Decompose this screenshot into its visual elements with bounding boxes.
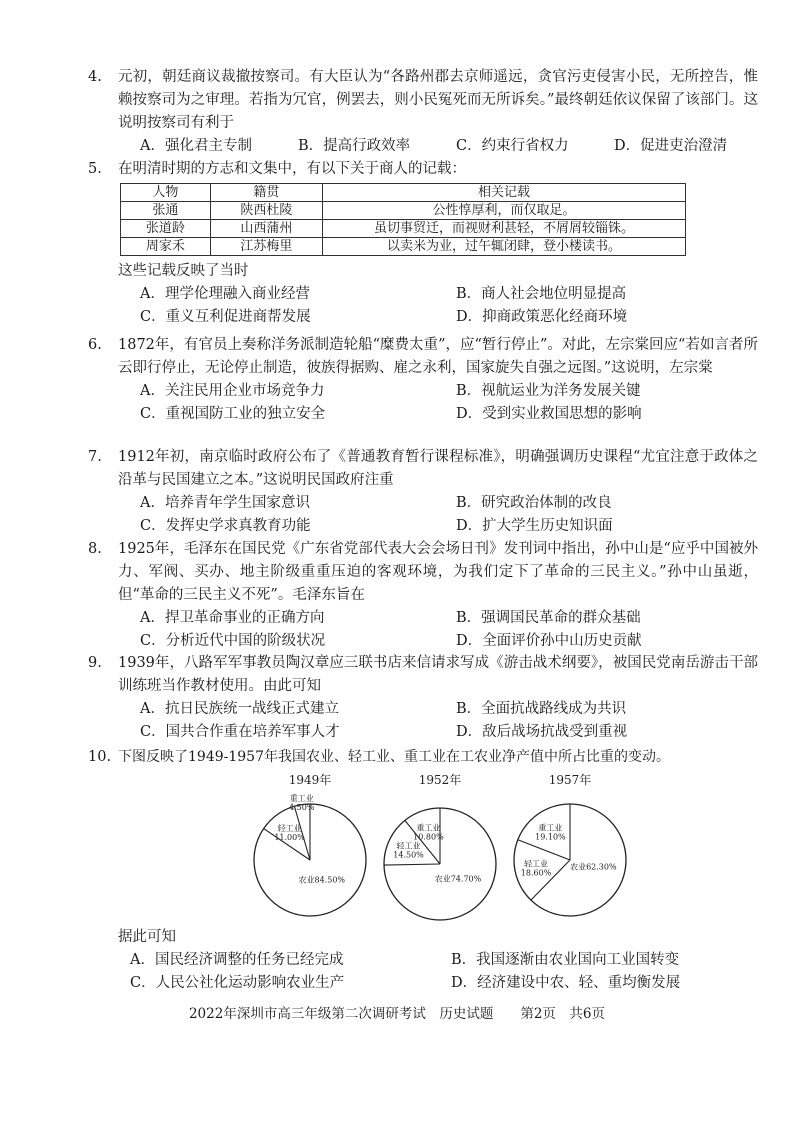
pie-slice-label: 农业84.50%: [298, 875, 346, 885]
option-c: C．约束行省权力: [456, 138, 569, 154]
question-number: 5.: [88, 161, 102, 177]
question-number: 7.: [88, 449, 102, 465]
options: [140, 135, 758, 158]
option-c: C．人民公社化运动影响农业生产: [130, 975, 345, 991]
option-a: A．培养青年学生国家意识: [140, 495, 310, 511]
question-number: 6.: [88, 337, 102, 353]
option-c: C．国共合作重在培养军事人才: [140, 724, 340, 740]
pie-slice-label: [289, 793, 315, 812]
option-d: D．扩大学生历史知识面: [456, 518, 613, 534]
question-stem-continued: 这些记载反映了当时: [118, 263, 249, 279]
option-d: D．抑商政策恶化经商环境: [456, 309, 628, 325]
table-cell: 虽切事贸迁，而视财利甚轻，不屑屑较锱铢。: [323, 220, 686, 238]
question-stem: 在明清时期的方志和文集中，有以下关于商人的记载：: [118, 161, 466, 177]
options: [140, 380, 758, 426]
option-b: B．我国逐渐由农业国向工业国转变: [451, 952, 680, 968]
pie-slice-label-name: 轻工业: [277, 823, 302, 833]
option-b: B．视航运业为洋务发展关键: [456, 383, 641, 399]
question-stem: 1872年，有官员上奏称洋务派制造轮船“糜费太重”，应“暂行停止”。对此，左宗棠回应“若如言者所云即行停止，无论停止制造，彼族得据购、雇之永利，国家旋失自强之远图。”这说明，左宗棠: [118, 337, 758, 376]
pie-slice-label-name: 重工业: [416, 823, 441, 833]
table-header: 相关记载: [323, 184, 686, 202]
option-d: D．经济建设中农、轻、重均衡发展: [451, 975, 681, 991]
question-stem: 1925年，毛泽东在国民党《广东省党部代表大会会场日刊》发刊词中指出，孙中山是“应乎中国被外力、军阀、买办、地主阶级重重压迫的客观环境，为我们定下了革命的三民主义。”孙中山虽逝，但“革命的三民主义不死”。毛泽东旨在: [118, 541, 758, 603]
pie-slice-label-value: 11.00%: [274, 832, 305, 842]
question-number: 4.: [88, 69, 102, 85]
option-a: A．关注民用企业市场竞争力: [140, 383, 325, 399]
option-b: B．全面抗战路线成为共识: [456, 701, 627, 717]
question-5: [88, 158, 758, 329]
pie-slice-label: 农业74.70%: [434, 874, 482, 884]
table-cell: 山西蒲州: [210, 220, 322, 238]
option-b: B．提高行政效率: [298, 138, 411, 154]
options: [140, 698, 758, 744]
pie-slice-label: [521, 858, 552, 877]
pie-slice-label-name: 轻工业: [396, 841, 421, 851]
pie-slice-label: [274, 823, 305, 842]
options: [140, 607, 758, 653]
option-a: A．理学伦理融入商业经营: [140, 286, 310, 302]
pie-slice-label-name: 重工业: [289, 793, 314, 803]
option-d: D．敌后战场抗战受到重视: [456, 724, 628, 740]
table-cell: 江苏梅里: [210, 238, 322, 256]
option-a: A．强化君主专制: [140, 138, 252, 154]
options: [130, 949, 758, 995]
question-10: [88, 746, 758, 769]
option-b: B．商人社会地位明显提高: [456, 286, 627, 302]
table-header: 人物: [121, 184, 211, 202]
options: [140, 283, 758, 329]
pie-slice-label-value: 14.50%: [393, 850, 424, 860]
option-a: A．捍卫革命事业的正确方向: [140, 610, 325, 626]
pie-slice-label: [535, 822, 566, 841]
chart-title: 1949年: [288, 773, 332, 787]
pie-charts: [250, 772, 710, 922]
table-header: 籍贯: [210, 184, 322, 202]
question-6: [88, 334, 758, 426]
option-a: A．抗日民族统一战线正式建立: [140, 701, 339, 717]
question-9: [88, 652, 758, 744]
page-footer: 2022年深圳市高三年级第二次调研考试 历史试题 第2页 共6页: [188, 1006, 606, 1022]
question-number: 9.: [88, 655, 102, 671]
question-stem: 下图反映了1949-1957年我国农业、轻工业、重工业在工农业净产值中所占比重的变动。: [118, 749, 670, 765]
table-cell: 张通: [121, 202, 211, 220]
pie-slice-label: [393, 840, 424, 859]
question-stem: 1939年，八路军军事教员陶汉章应三联书店来信请求写成《游击战术纲要》，被国民党南岳游击干部训练班当作教材使用。由此可知: [118, 655, 758, 694]
table-row: [121, 220, 686, 238]
question-4: [88, 66, 758, 158]
question-number: 8.: [88, 541, 102, 557]
pie-slice-label-value: 19.10%: [535, 832, 566, 842]
pie-slice-label-value: 18.60%: [520, 868, 552, 878]
question-8: [88, 538, 758, 653]
option-b: B．强调国民革命的群众基础: [456, 610, 641, 626]
table-cell: 张道龄: [121, 220, 211, 238]
question-number: 10.: [88, 749, 112, 765]
table-row: [121, 202, 686, 220]
pie-slice-label: 农业62.30%: [570, 862, 617, 872]
option-a: A．国民经济调整的任务已经完成: [130, 952, 344, 968]
pie-slice-label-name: 重工业: [538, 823, 563, 833]
options: [140, 492, 758, 538]
option-c: C．重视国防工业的独立安全: [140, 406, 326, 422]
option-c: C．重义互利促进商帮发展: [140, 309, 311, 325]
table-cell: 以卖米为业，过午辄闭肆，登小楼读书。: [323, 238, 686, 256]
pie-slice-label-value: 4.50%: [289, 802, 315, 812]
table-cell: 陕西杜陵: [210, 202, 322, 220]
table-header-row: [121, 184, 686, 202]
chart-title: 1957年: [548, 773, 592, 787]
pie-slice-label-name: 轻工业: [524, 859, 549, 869]
option-d: D．受到实业救国思想的影响: [456, 406, 642, 422]
pie-slice-label-value: 10.80%: [413, 832, 444, 842]
table-row: [121, 238, 686, 256]
option-d: D．全面评价孙中山历史贡献: [456, 633, 642, 649]
merchant-record-table: [120, 183, 686, 256]
option-b: B．研究政治体制的改良: [456, 495, 612, 511]
chart-title: 1952年: [418, 773, 462, 787]
table-cell: 公性惇厚利，而仅取足。: [323, 202, 686, 220]
question-10-tail: [118, 926, 758, 995]
option-c: C．发挥史学求真教育功能: [140, 518, 311, 534]
question-stem: 1912年初，南京临时政府公布了《普通教育暂行课程标准》，明确强调历史课程“尤宜注意于政体之沿革与民国建立之本。”这说明民国政府注重: [118, 449, 758, 488]
question-stem: 元初，朝廷商议裁撤按察司。有大臣认为“各路州郡去京师遥远，贪官污吏侵害小民，无所控告，惟赖按察司为之审理。若指为冗官，例罢去，则小民冤死而无所诉矣。”最终朝廷依议保留了该部门。这说明按察司有利于: [118, 69, 758, 131]
question-7: [88, 446, 758, 538]
question-stem-continued: 据此可知: [118, 929, 176, 945]
pie-slice-label: [413, 822, 444, 841]
option-d: D．促进吏治澄清: [614, 138, 728, 154]
table-cell: 周家禾: [121, 238, 211, 256]
option-c: C．分析近代中国的阶级状况: [140, 633, 326, 649]
